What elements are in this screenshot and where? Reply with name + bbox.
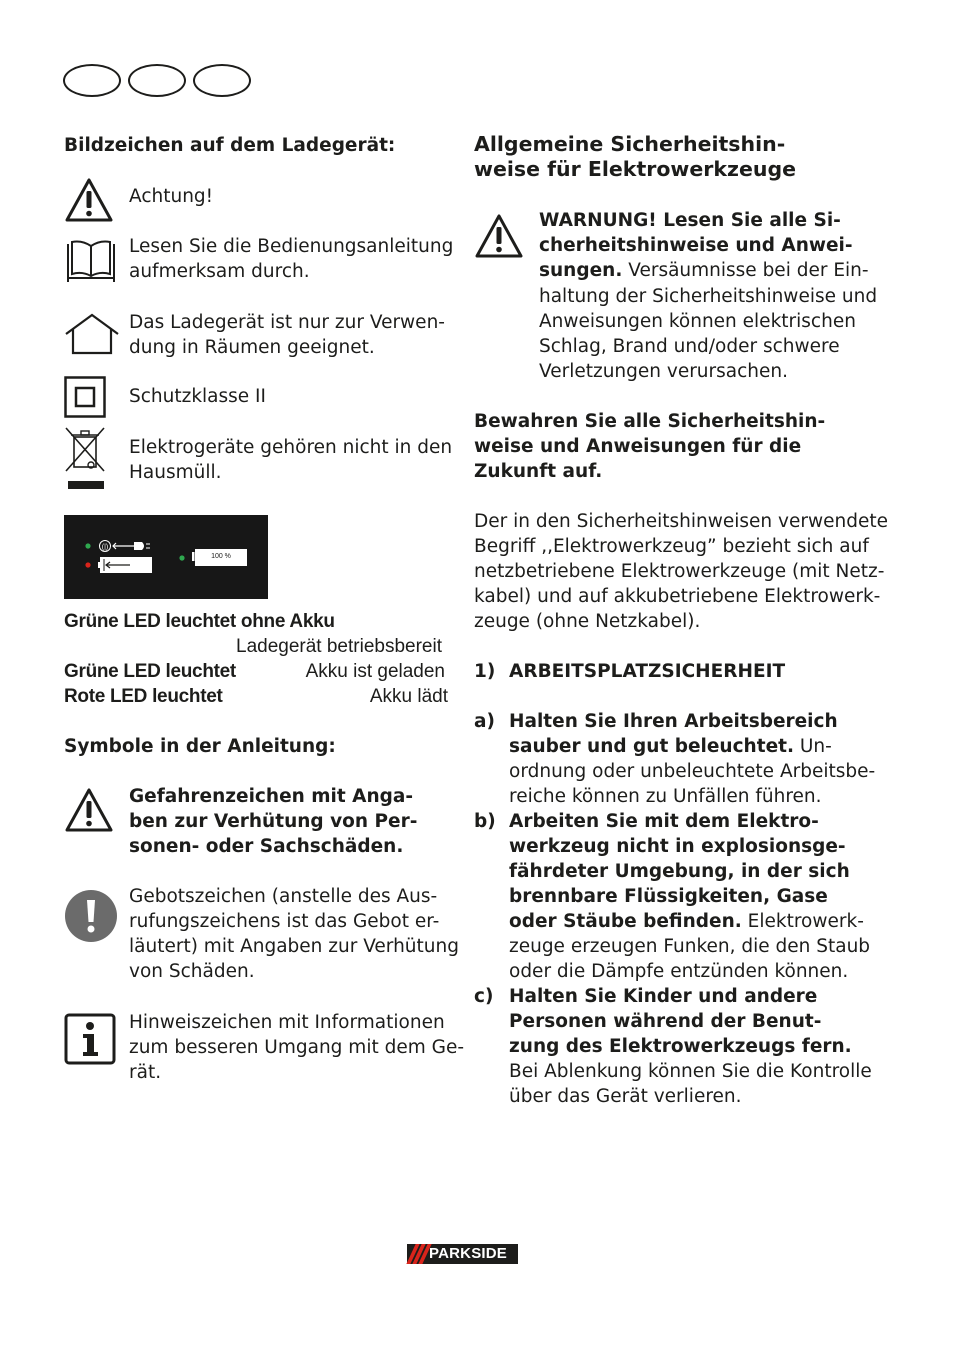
section-number: 1): [474, 661, 496, 682]
warning-bold-line: WARNUNG! Lesen Sie alle Si-: [539, 210, 841, 231]
symbol-danger-line: Gefahrenzeichen mit Anga-: [129, 786, 414, 807]
symbol-danger-line: sonen- oder Sachschäden.: [129, 836, 404, 857]
list-item-mixed-line: [509, 909, 864, 934]
list-item-bold-line: zung des Elektrowerkzeugs fern.: [509, 1036, 852, 1057]
list-item-bold-line: brennbare Flüssigkeiten, Gase: [509, 886, 828, 907]
list-item-label: c): [474, 986, 494, 1007]
red-led-indicator: [85, 562, 90, 567]
warning-text-line: Verletzungen verursachen.: [539, 361, 789, 382]
language-oval: [128, 64, 186, 97]
list-item-bold-line: fährdeter Umgebung, in der sich: [509, 861, 850, 882]
warning-bold-line: cherheitshinweise und Anwei-: [539, 235, 853, 256]
warning-text-line: haltung der Sicherheitshinweise und: [539, 286, 878, 307]
list-item-bold-line: Halten Sie Ihren Arbeitsbereich: [509, 711, 838, 732]
warning-bold-end: sungen.: [539, 260, 623, 281]
list-item-bold-end: sauber und gut beleuchtet.: [509, 736, 794, 757]
mandatory-exclamation-icon: [64, 889, 118, 943]
list-item-text-start: Elektrowerk-: [741, 911, 864, 932]
list-item-bold-line: Personen während der Benut-: [509, 1011, 822, 1032]
list-item-mixed-line: [509, 734, 832, 759]
symbol-mandatory-line: Gebotszeichen (anstelle des Aus-: [129, 886, 438, 907]
heading-manual-symbols: Symbole in der Anleitung:: [64, 736, 336, 757]
parkside-logo: [407, 1244, 518, 1264]
keep-instructions-line: weise und Anweisungen für die: [474, 436, 802, 457]
led-state-value: Ladegerät betriebsbereit: [236, 636, 442, 657]
protection-class-ii-icon: [64, 376, 106, 418]
language-oval: [63, 64, 121, 97]
info-icon: [64, 1013, 116, 1065]
list-item-text-line: zeuge erzeugen Funken, die den Staub: [509, 936, 871, 957]
led-state-label: Rote LED leuchtet: [64, 686, 223, 707]
warning-text-line: Schlag, Brand und/oder schwere: [539, 336, 840, 357]
list-item-label: a): [474, 711, 495, 732]
danger-triangle-icon: [64, 787, 114, 833]
warning-mixed-line: [539, 258, 869, 283]
symbol-info-line: rät.: [129, 1062, 162, 1083]
symbol-class-ii-text: Schutzklasse II: [129, 386, 266, 407]
symbol-indoor-line: Das Ladegerät ist nur zur Verwen-: [129, 312, 445, 333]
term-paragraph-line: netzbetriebene Elektrowerkzeuge (mit Netz-: [474, 561, 885, 582]
symbol-mandatory-line: rufungszeichens ist das Gebot er-: [129, 911, 440, 932]
list-item-bold-line: Halten Sie Kinder und andere: [509, 986, 818, 1007]
section-heading-line: Allgemeine Sicherheitshin-: [474, 132, 786, 156]
list-item-text-line: über das Gerät verlieren.: [509, 1086, 742, 1107]
symbol-warning-text: Achtung!: [129, 186, 214, 207]
warning-triangle-icon: [474, 213, 524, 259]
section-title: ARBEITSPLATZSICHERHEIT: [509, 661, 786, 682]
warning-text-start: Versäumnisse bei der Ein-: [628, 260, 869, 281]
led-state-label: Grüne LED leuchtet ohne Akku: [64, 611, 335, 632]
keep-instructions-line: Bewahren Sie alle Sicherheitshin-: [474, 411, 826, 432]
heading-charger-symbols: Bildzeichen auf dem Ladegerät:: [64, 135, 396, 156]
logo-text: PARKSIDE: [429, 1245, 507, 1262]
list-item-bold-line: Arbeiten Sie mit dem Elektro-: [509, 811, 819, 832]
list-item-label: b): [474, 811, 496, 832]
list-item-text-start: Un-: [794, 736, 832, 757]
led-state-label: Grüne LED leuchtet: [64, 661, 236, 682]
list-item-text-line: ordnung oder unbeleuchtete Arbeitsbe-: [509, 761, 876, 782]
symbol-mandatory-line: läutert) mit Angaben zur Verhütung: [129, 936, 459, 957]
term-paragraph-line: Der in den Sicherheitshinweisen verwendete: [474, 511, 888, 532]
status-led-indicator: [179, 555, 184, 560]
battery-percent-label: 100 %: [211, 553, 231, 560]
warning-text-line: Anweisungen können elektrischen: [539, 311, 856, 332]
symbol-info-line: Hinweiszeichen mit Informationen: [129, 1012, 445, 1033]
manual-book-icon: [64, 238, 118, 284]
list-item-bold-line: werkzeug nicht in explosionsge-: [509, 836, 846, 857]
warning-triangle-icon: [64, 177, 114, 223]
indoor-house-icon: [64, 312, 120, 356]
crossed-bin-icon: [64, 425, 108, 491]
symbol-weee-line: Elektrogeräte gehören nicht in den: [129, 437, 453, 458]
list-item-text-line: reiche können zu Unfällen führen.: [509, 786, 822, 807]
green-led-indicator: [85, 543, 90, 548]
term-paragraph-line: kabel) und auf akkubetriebene Elektrowerk-: [474, 586, 881, 607]
symbol-indoor-line: dung in Räumen geeignet.: [129, 337, 375, 358]
charger-led-panel: [64, 515, 268, 599]
symbol-info-line: zum besseren Umgang mit dem Ge-: [129, 1037, 465, 1058]
term-paragraph-line: Begriff ,,Elektrowerkzeug” bezieht sich auf: [474, 536, 869, 557]
symbol-weee-line: Hausmüll.: [129, 462, 222, 483]
list-item-text-line: oder die Dämpfe entzünden können.: [509, 961, 849, 982]
symbol-danger-line: ben zur Verhütung von Per-: [129, 811, 418, 832]
led-state-value: Akku lädt: [369, 686, 448, 707]
keep-instructions-line: Zukunft auf.: [474, 461, 603, 482]
symbol-manual-line: aufmerksam durch.: [129, 261, 310, 282]
svg-text:(|): (|): [101, 544, 109, 551]
symbol-mandatory-line: von Schäden.: [129, 961, 255, 982]
language-oval: [193, 64, 251, 97]
list-item-bold-end: oder Stäube befinden.: [509, 911, 742, 932]
term-paragraph-line: zeuge (ohne Netzkabel).: [474, 611, 701, 632]
section-heading-line: weise für Elektrowerkzeuge: [474, 157, 797, 181]
list-item-text-line: Bei Ablenkung können Sie die Kontrolle: [509, 1061, 872, 1082]
symbol-manual-line: Lesen Sie die Bedienungsanleitung: [129, 236, 454, 257]
led-state-value: Akku ist geladen: [305, 661, 445, 682]
